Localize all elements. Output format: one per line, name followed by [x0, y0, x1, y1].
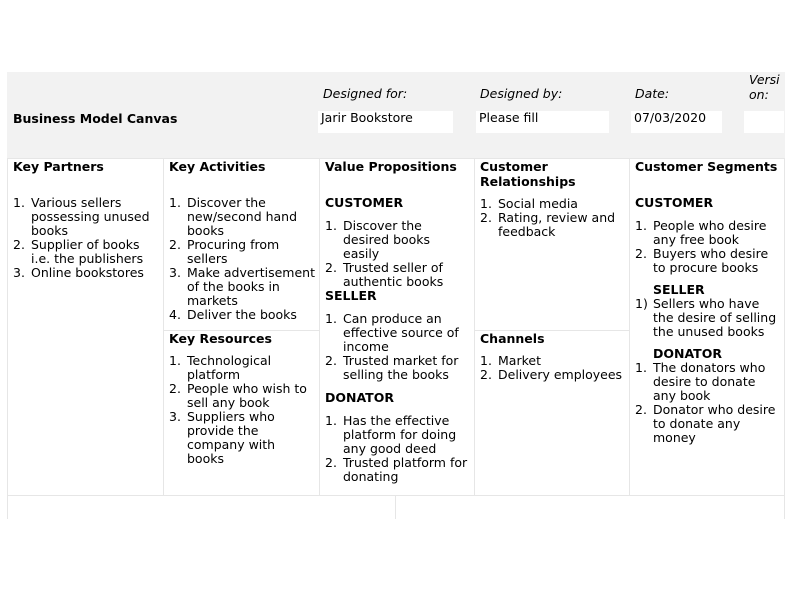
cs-seller-heading: SELLER — [653, 282, 705, 297]
list-item: 2. Trusted market for selling the books — [325, 353, 459, 382]
vp-seller-heading: SELLER — [325, 288, 377, 303]
list-item: 3. Online bookstores — [13, 265, 144, 280]
list-item: 3. Suppliers who provide the company with books — [169, 409, 276, 466]
list-item: 1. Various sellers possessing unused books — [13, 195, 150, 238]
channels-list — [480, 354, 625, 382]
grid-border-right — [784, 158, 785, 495]
cs-donator-heading: DONATOR — [653, 346, 722, 361]
key-partners-list — [13, 196, 159, 280]
vp-seller-list — [325, 312, 470, 382]
date-label: Date: — [635, 86, 670, 101]
key-partners-title: Key Partners — [13, 159, 104, 174]
channels-cell — [474, 330, 630, 495]
designed-by-field[interactable]: Please fill — [476, 111, 609, 133]
list-item: 2. Trusted platform for donating — [325, 455, 468, 484]
cs-seller-list — [635, 297, 780, 339]
grid-border-bottom — [7, 495, 785, 496]
key-partners-cell — [7, 158, 164, 495]
key-activities-title: Key Activities — [169, 159, 266, 174]
key-resources-list — [169, 354, 315, 466]
list-item: 1. Market — [480, 353, 541, 368]
cs-donator-list — [635, 361, 780, 445]
list-item: 1. Social media — [480, 196, 578, 211]
list-item: 2. Supplier of books i.e. the publishers — [13, 237, 144, 266]
list-item: 4. Deliver the books — [169, 307, 297, 322]
key-resources-title: Key Resources — [169, 331, 272, 346]
key-resources-cell — [163, 330, 320, 495]
list-item: 2. Delivery employees — [480, 367, 623, 382]
date-field[interactable]: 07/03/2020 — [631, 111, 722, 133]
customer-relationships-list — [480, 197, 625, 239]
list-item: 1. The donators who desire to donate any book — [635, 360, 766, 403]
vp-donator-heading: DONATOR — [325, 390, 394, 405]
list-item: 2. Donator who desire to donate any money — [635, 402, 776, 445]
list-item: 1. Discover the new/second hand books — [169, 195, 298, 238]
list-item: 1) Sellers who have the desire of selling the unused books — [635, 296, 777, 339]
list-item: 2. Procuring from sellers — [169, 237, 280, 266]
customer-relationships-title: Customer Relationships — [480, 159, 576, 189]
footer-divider-middle — [395, 495, 396, 519]
canvas-title: Business Model Canvas — [13, 111, 178, 126]
customer-segments-cell — [629, 158, 785, 495]
value-propositions-cell — [319, 158, 475, 495]
list-item: 2. Rating, review and feedback — [480, 210, 616, 239]
key-activities-list — [169, 196, 315, 322]
list-item: 1. Has the effective platform for doing any good deed — [325, 413, 457, 456]
designed-by-label: Designed by: — [480, 86, 563, 101]
customer-segments-title: Customer Segments — [635, 159, 778, 174]
key-activities-cell — [163, 158, 320, 331]
list-item: 2. Buyers who desire to procure books — [635, 246, 769, 275]
list-item: 2. People who wish to sell any book — [169, 381, 307, 410]
vp-customer-list — [325, 219, 470, 289]
footer-divider-left — [7, 495, 8, 519]
list-item: 2. Trusted seller of authentic books — [325, 260, 444, 289]
vp-customer-heading: CUSTOMER — [325, 195, 404, 210]
customer-relationships-cell — [474, 158, 630, 331]
value-propositions-title: Value Propositions — [325, 159, 457, 174]
version-label: Version: — [749, 72, 780, 102]
list-item: 1. Can produce an effective source of income — [325, 311, 459, 354]
list-item: 3. Make advertisement of the books in markets — [169, 265, 315, 308]
footer-divider-right — [784, 495, 785, 519]
list-item: 1. Discover the desired books easily — [325, 218, 431, 261]
cs-customer-heading: CUSTOMER — [635, 195, 714, 210]
vp-donator-list — [325, 414, 470, 484]
list-item: 1. People who desire any free book — [635, 218, 767, 247]
cs-customer-list — [635, 219, 780, 275]
list-item: 1. Technological platform — [169, 353, 272, 382]
channels-title: Channels — [480, 331, 545, 346]
version-field[interactable] — [744, 111, 784, 133]
designed-for-label: Designed for: — [323, 86, 408, 101]
designed-for-field[interactable]: Jarir Bookstore — [318, 111, 453, 133]
